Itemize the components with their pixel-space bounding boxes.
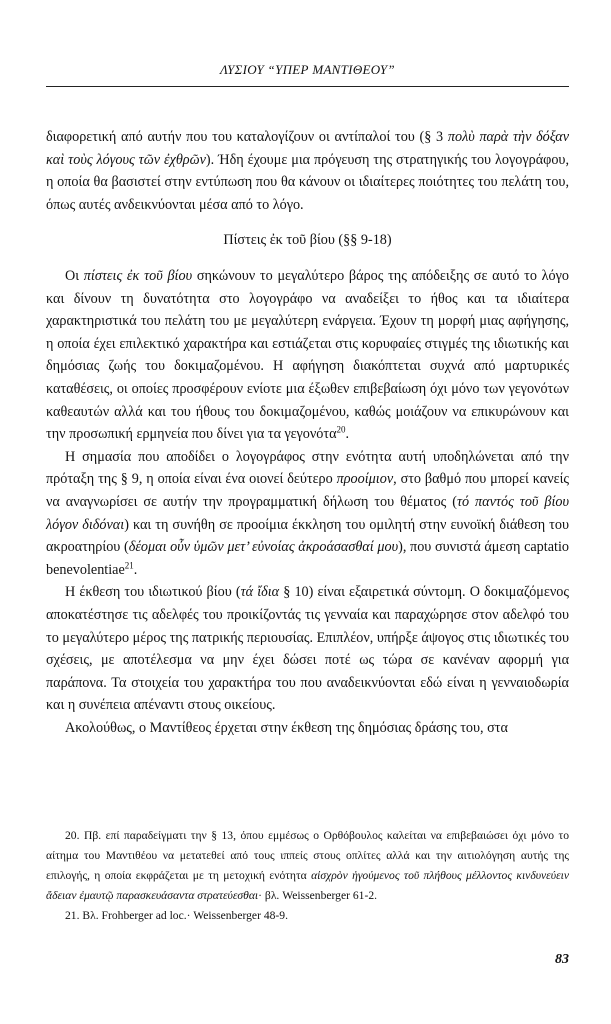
text-run: ) και τη συνήθη σε προοίμια έκκληση του ομιλητή στην ευνοϊκή διάθεση του ακροατηρίου (: [46, 516, 569, 556]
greek-quote: πολὺ παρὰ τὴν δόξαν καὶ τοὺς λόγους τῶν ἐχθρῶν: [46, 129, 569, 168]
text-run: 21. Βλ. Frohberger ad loc.· Weissenberger 48-9.: [65, 909, 288, 922]
footnote-ref[interactable]: 21: [124, 559, 134, 570]
footnote-20: [46, 826, 569, 906]
section-title: Πίστεις ἐκ τοῦ βίου (§§ 9-18): [223, 232, 392, 248]
text-run: Ακολούθως, ο Μαντίθεος έρχεται στην έκθεση της δημόσιας δράσης του, στα: [65, 719, 508, 736]
section-body: [46, 265, 569, 739]
paragraph: [46, 265, 569, 446]
text-run: , στο βαθμό που μπορεί κανείς να αναγνωρίσει σε αυτήν την προγραμματική δήλωση του θέματος (: [46, 471, 570, 510]
greek-quote: αἰσχρὸν ἡγούμενος τοῦ πλήθους μέλλοντος κινδυνεύειν ἄδειαν ἐμαυτῷ παρασκευάσαντα στρατεύεσθαι: [46, 869, 570, 902]
footnote-21: [46, 906, 569, 926]
greek-term: προοίμιον: [336, 471, 394, 488]
text-run: ), που συνιστά άμεση captatio benevolentiae: [46, 539, 569, 578]
greek-term: πίστεις ἐκ τοῦ βίου: [83, 268, 193, 284]
text-run: σηκώνουν το μεγαλύτερο βάρος της απόδειξης σε αυτό το λόγο και δίνουν τη δυνατότητα στο λογογράφο να αναδείξει το ήθος και τα ιδιαίτερα χαρακτηριστικά του πελάτη του με μεγαλύτερη ενάργεια. Έχουν τη μορφή μιας αφήγησης, η οποία έχει επιλεκτικό χαρακτήρα και εστιάζεται στις κορυφαίες στιγμές της ιδιωτικής και δημόσιας ζωής του δοκιμαζομένου. Η αφήγηση διακόπτεται συχνά από μαρτυρικές καταθέσεις, οι οποίες προσφέρουν ενίοτε μια έξωθεν επιβεβαίωση όχι μόνο των γεγονότων καθεαυτών αλλά και του ήθους του δοκιμαζομένου, καθώς μοιάζουν να επικυρώνουν και την προσωπική ερμηνεία που δίνει για τα γεγονότα: [46, 268, 569, 443]
text-run: Οι: [65, 268, 84, 284]
text-run: · βλ. Weissenberger 61-2.: [258, 889, 378, 902]
running-head: ΛΥΣΙΟΥ “ΥΠΕΡ ΜΑΝΤΙΘΕΟΥ”: [220, 62, 395, 77]
page-number: 83: [555, 952, 569, 967]
paragraph: [46, 581, 569, 717]
text-run: Η σημασία που αποδίδει ο λογογράφος στην ενότητα αυτή υποδηλώνεται από την πρόταξη της § 9, η οποία είναι ένα οιονεί δεύτερο: [46, 448, 569, 488]
greek-quote: τό παντός τοῦ βίου λόγον διδόναι: [46, 493, 569, 533]
paragraph: [46, 717, 569, 740]
text-run: Η έκθεση του ιδιωτικού βίου (: [65, 584, 241, 601]
paragraph: [46, 446, 569, 582]
text-run: 20. Πβ. επί παραδείγματι την § 13, όπου εμμέσως ο Ορθόβουλος καλείται να επιβεβαιώσει όχι μόνο το αίτημα του Μαντιθέου να μετατεθεί από τους ιππείς στους οπλίτες αλλά και την αιτιολόγηση αυτής της επιλογής, η οποία εκφράζεται με τη μετοχική ενότητα: [46, 829, 569, 882]
text-run: ). Ήδη έχουμε μια πρόγευση της στρατηγικής του λογογράφου, η οποία θα βασιστεί στην εντύπωση που θα κάνουν οι ιδιαίτερες ποιότητες του πελάτη του, όπως αυτές ανδεικνύονται μέσα από το λόγο.: [46, 151, 569, 213]
text-run: .: [133, 561, 138, 578]
footnote-ref[interactable]: 20: [336, 424, 346, 435]
footnotes: [46, 826, 569, 926]
greek-term: τά ἴδια: [240, 584, 280, 601]
text-run: .: [345, 426, 350, 443]
greek-quote: δέομαι οὖν ὑμῶν μετ’ εὐνοίας ἀκροάσασθαί μου: [128, 539, 399, 556]
opening-paragraph: [46, 126, 569, 216]
header-rule: [46, 86, 569, 87]
text-run: § 10) είναι εξαιρετικά σύντομη. Ο δοκιμαζόμενος αποκατέστησε τις αδελφές του προικίζοντάς τις γενναία και παραχώρησε στον αδελφό του το μεγαλύτερο μέρος της πατρικής περιουσίας. Επιπλέον, υπήρξε άψογος στις ιδιωτικές του σχέσεις, με αποτέλεσμα να μην έχει δώσει ποτέ ως τώρα σε κανέναν αφορμή για παράπονα. Τα στοιχεία του χαρακτήρα του που αναδεικνύονται εδώ είναι η γενναιοδωρία και η συνέπεια απέναντι στους οικείους.: [46, 584, 569, 714]
text-run: διαφορετική από αυτήν που του καταλογίζουν οι αντίπαλοί του (§ 3: [46, 129, 448, 145]
